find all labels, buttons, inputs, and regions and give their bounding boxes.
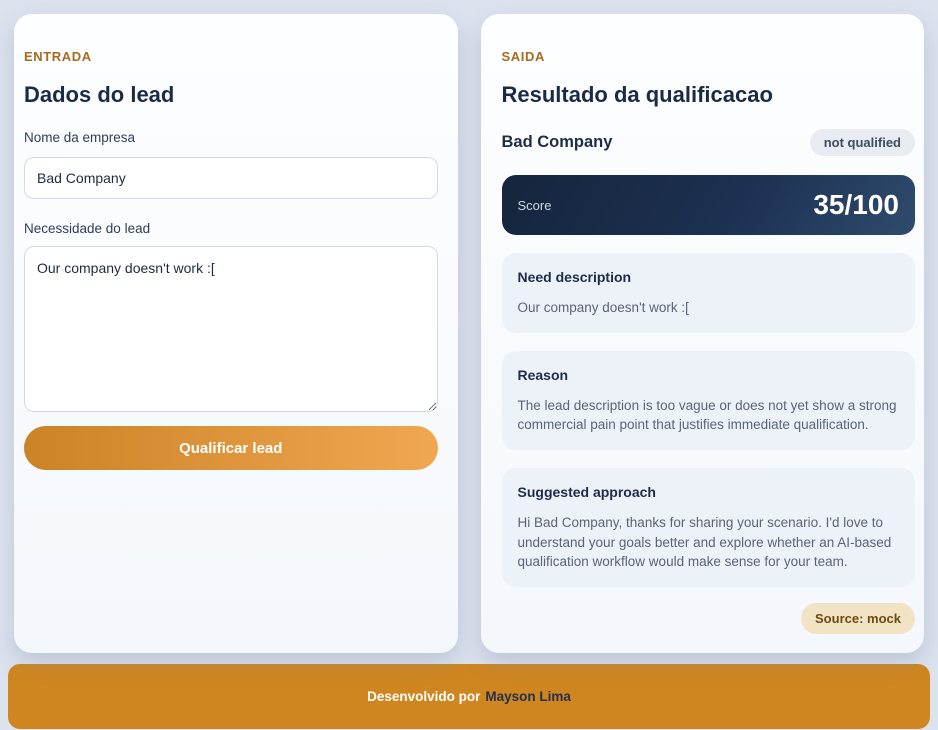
source-badge: Source: mock [801,603,915,634]
reason-body: The lead description is too vague or does not yet show a strong commercial pain point that justifies immediate qualification. [517,398,897,433]
lead-need-label: Necessidade do lead [24,221,151,236]
lead-need-textarea[interactable] [24,246,438,412]
qualification-status-badge: not qualified [810,129,915,156]
source-row [502,603,916,634]
result-header-row [502,129,916,156]
output-panel [481,14,925,653]
need-description-title: Need description [517,269,632,285]
qualify-lead-button[interactable]: Qualificar lead [24,426,438,470]
suggested-approach-body: Hi Bad Company, thanks for sharing your scenario. I'd love to understand your goals better and explore whether an AI-based qualification workflow would make sense for your team. [517,515,892,569]
footer-text: Desenvolvido por [367,689,481,704]
score-label: Score [517,197,552,213]
score-value: 35/100 [813,189,899,220]
output-panel-eyebrow: SAIDA [501,49,545,64]
company-name-label: Nome da empresa [24,130,136,145]
input-panel-title: Dados do lead [24,82,175,107]
score-card [502,175,916,235]
footer [8,664,930,729]
company-name-input[interactable] [24,157,438,199]
result-company-name: Bad Company [501,133,613,151]
input-panel [14,14,458,653]
need-description-body: Our company doesn't work :[ [517,300,689,315]
output-panel-title: Resultado da qualificacao [501,82,773,107]
reason-title: Reason [517,367,569,384]
suggested-approach-card [502,468,916,586]
footer-author-link[interactable]: Mayson Lima [485,689,571,704]
reason-card [502,351,916,450]
suggested-approach-title: Suggested approach [517,484,656,501]
need-description-card [502,253,916,333]
input-panel-eyebrow: ENTRADA [24,49,92,64]
